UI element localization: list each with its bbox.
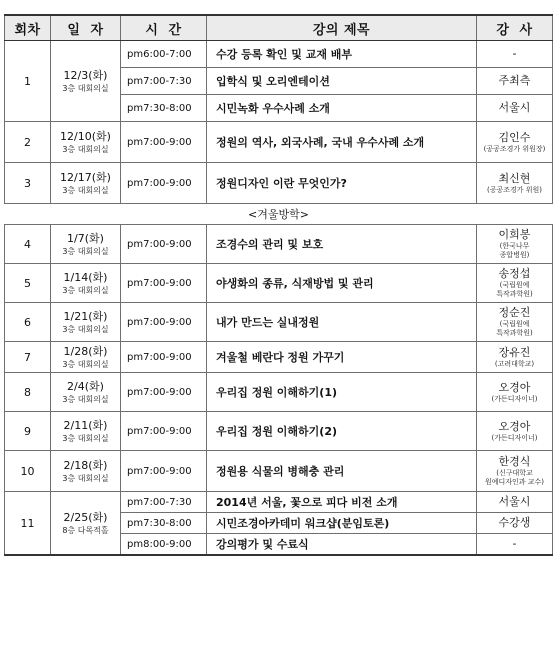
session-number: 3	[5, 163, 51, 204]
table-row	[5, 373, 553, 412]
session-location: 8층 다목적홀	[62, 525, 109, 535]
lecture-title: 정원의 역사, 외국사례, 국내 우수사례 소개	[207, 122, 477, 163]
winter-break-label: <겨울방학>	[5, 204, 553, 225]
lecturer-name: 서울시	[498, 495, 531, 508]
lecturer-cell	[477, 342, 553, 373]
session-number: 5	[5, 264, 51, 303]
session-date: 1/7(화)	[67, 231, 104, 245]
session-number: 2	[5, 122, 51, 163]
lecturer-name: 주최측	[498, 74, 531, 87]
session-time: pm7:00-7:30	[121, 492, 207, 513]
lecturer-name: 수강생	[498, 516, 531, 529]
session-date: 1/14(화)	[63, 270, 108, 284]
lecture-title: 시민조경아카데미 워크샵(분임토론)	[207, 513, 477, 534]
lecturer-name: 오경아	[498, 419, 531, 433]
session-time: pm7:30-8:00	[121, 513, 207, 534]
schedule-table	[4, 14, 553, 556]
table-row	[5, 225, 553, 264]
session-time: pm7:00-9:00	[121, 225, 207, 264]
session-date: 1/28(화)	[63, 344, 108, 358]
session-date-cell	[51, 163, 121, 204]
lecturer-affiliation: (공공조경가 위원)	[486, 185, 543, 194]
lecture-title: 야생화의 종류, 식재방법 및 관리	[207, 264, 477, 303]
lecture-title: 우리집 정원 이해하기(2)	[207, 412, 477, 451]
lecturer-name: 한경식	[498, 455, 531, 468]
session-time: pm7:00-9:00	[121, 163, 207, 204]
lecture-title: 우리집 정원 이해하기(1)	[207, 373, 477, 412]
session-location: 3층 대회의실	[62, 144, 109, 154]
session-date: 1/21(화)	[63, 309, 108, 323]
session-time: pm6:00-7:00	[121, 41, 207, 68]
winter-break-row	[5, 204, 553, 225]
lecturer-affiliation: (공공조경가 위원장)	[483, 144, 546, 153]
session-time: pm7:00-7:30	[121, 68, 207, 95]
lecturer-name: 김인수	[498, 130, 531, 144]
lecturer-name: 정순진	[498, 306, 531, 319]
session-date: 2/11(화)	[63, 418, 108, 432]
table-row	[5, 451, 553, 492]
table-row	[5, 264, 553, 303]
lecturer-affiliation: (한국나무 종합병원)	[499, 242, 530, 259]
session-date-cell	[51, 451, 121, 492]
session-location: 3층 대회의실	[62, 246, 109, 256]
session-date: 12/17(화)	[60, 170, 111, 184]
lecturer-cell	[477, 373, 553, 412]
session-number: 7	[5, 342, 51, 373]
lecturer-affiliation: (고려대학교)	[494, 359, 535, 368]
lecture-title: 수강 등록 확인 및 교재 배부	[207, 41, 477, 68]
header-date: 일 자	[51, 15, 121, 41]
lecturer-name: 오경아	[498, 380, 531, 394]
lecturer-cell	[477, 492, 553, 513]
lecture-title: 정원디자인 이란 무엇인가?	[207, 163, 477, 204]
session-date-cell	[51, 342, 121, 373]
lecturer-name: -	[512, 47, 517, 60]
session-date: 2/18(화)	[63, 458, 108, 472]
header-row	[5, 15, 553, 41]
session-location: 3층 대회의실	[62, 433, 109, 443]
session-time: pm7:00-9:00	[121, 373, 207, 412]
lecturer-affiliation: (가든디자이너)	[491, 394, 538, 403]
lecturer-name: 최신현	[498, 171, 531, 185]
session-location: 3층 대회의실	[62, 83, 109, 93]
session-time: pm7:00-9:00	[121, 342, 207, 373]
lecturer-name: -	[512, 537, 517, 550]
session-date: 12/3(화)	[63, 68, 108, 82]
lecturer-name: 장유진	[498, 345, 531, 359]
session-number: 9	[5, 412, 51, 451]
lecturer-cell	[477, 451, 553, 492]
lecture-title: 입학식 및 오리엔테이션	[207, 68, 477, 95]
lecture-title: 시민녹화 우수사례 소개	[207, 95, 477, 122]
session-time: pm8:00-9:00	[121, 534, 207, 556]
session-time: pm7:00-9:00	[121, 451, 207, 492]
session-number: 6	[5, 303, 51, 342]
lecture-title: 2014년 서울, 꽃으로 피다 비전 소개	[207, 492, 477, 513]
lecturer-cell	[477, 412, 553, 451]
header-no: 회차	[5, 15, 51, 41]
session-time: pm7:30-8:00	[121, 95, 207, 122]
session-date: 2/25(화)	[63, 510, 108, 524]
session-date: 12/10(화)	[60, 129, 111, 143]
session-number: 8	[5, 373, 51, 412]
session-date-cell	[51, 492, 121, 556]
session-location: 3층 대회의실	[62, 394, 109, 404]
table-row	[5, 492, 553, 513]
lecture-title: 조경수의 관리 및 보호	[207, 225, 477, 264]
header-title: 강의 제목	[207, 15, 477, 41]
header-time: 시 간	[121, 15, 207, 41]
session-location: 3층 대회의실	[62, 359, 109, 369]
session-date-cell	[51, 122, 121, 163]
lecture-title: 강의평가 및 수료식	[207, 534, 477, 556]
session-location: 3층 대회의실	[62, 185, 109, 195]
session-date-cell	[51, 373, 121, 412]
lecturer-name: 이희봉	[498, 228, 531, 241]
lecture-title: 겨울철 베란다 정원 가꾸기	[207, 342, 477, 373]
session-number: 1	[5, 41, 51, 122]
session-number: 11	[5, 492, 51, 556]
table-row	[5, 303, 553, 342]
session-date-cell	[51, 412, 121, 451]
lecturer-cell	[477, 264, 553, 303]
lecturer-name: 송정섭	[498, 267, 531, 280]
session-date-cell	[51, 264, 121, 303]
session-date-cell	[51, 41, 121, 122]
lecture-title: 내가 만드는 실내정원	[207, 303, 477, 342]
lecturer-affiliation: (국립원예 특작과학원)	[496, 281, 533, 298]
lecturer-cell	[477, 534, 553, 556]
session-location: 3층 대회의실	[62, 285, 109, 295]
session-time: pm7:00-9:00	[121, 264, 207, 303]
lecturer-cell	[477, 122, 553, 163]
lecturer-affiliation: (가든디자이너)	[491, 433, 538, 442]
session-date-cell	[51, 225, 121, 264]
lecturer-cell	[477, 303, 553, 342]
lecturer-cell	[477, 95, 553, 122]
lecturer-name: 서울시	[498, 101, 531, 114]
lecturer-cell	[477, 163, 553, 204]
session-time: pm7:00-9:00	[121, 412, 207, 451]
lecturer-cell	[477, 513, 553, 534]
lecturer-cell	[477, 225, 553, 264]
session-location: 3층 대회의실	[62, 324, 109, 334]
lecturer-cell	[477, 68, 553, 95]
lecture-title: 정원용 식물의 병해충 관리	[207, 451, 477, 492]
session-time: pm7:00-9:00	[121, 122, 207, 163]
session-date: 2/4(화)	[67, 379, 104, 393]
session-location: 3층 대회의실	[62, 473, 109, 483]
lecturer-affiliation: (신구대학교 원예디자인과 교수)	[484, 469, 545, 486]
session-number: 4	[5, 225, 51, 264]
table-row	[5, 122, 553, 163]
table-row	[5, 163, 553, 204]
table-row	[5, 342, 553, 373]
session-date-cell	[51, 303, 121, 342]
table-row	[5, 41, 553, 68]
session-number: 10	[5, 451, 51, 492]
lecturer-cell	[477, 41, 553, 68]
lecturer-affiliation: (국립원예 특작과학원)	[496, 320, 533, 337]
session-time: pm7:00-9:00	[121, 303, 207, 342]
table-row	[5, 412, 553, 451]
header-lecturer: 강 사	[477, 15, 553, 41]
